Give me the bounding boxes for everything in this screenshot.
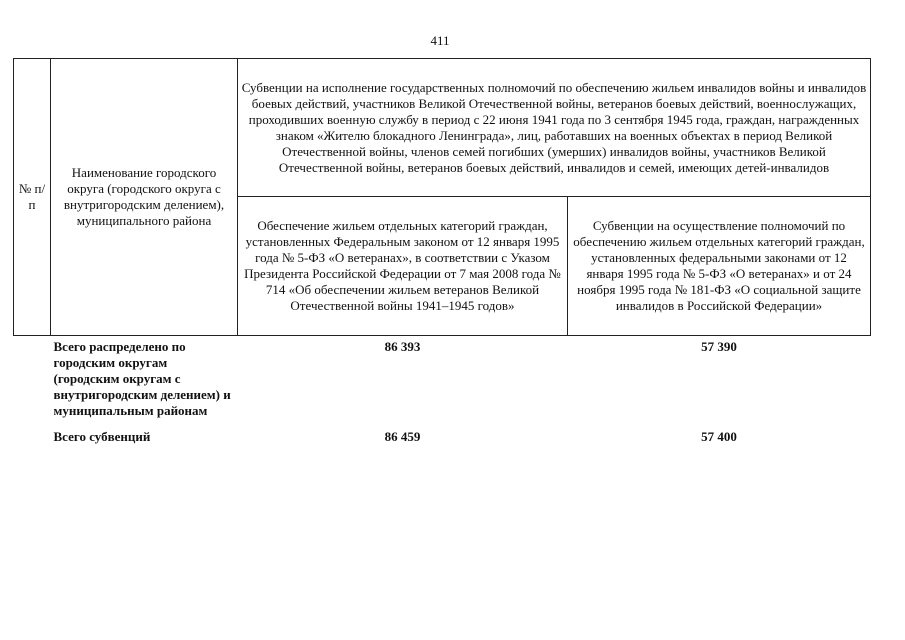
table-row [14, 336, 871, 420]
table-row [14, 419, 871, 445]
row-value-col1: 86 393 [384, 339, 421, 354]
header-number-cell: № п/п [14, 59, 51, 336]
row-label: Всего распределено по городским округам (городским округам с внутригородским делением) и муниципальным районам [53, 339, 231, 418]
row-label: Всего субвенций [53, 429, 151, 444]
row-number-cell [14, 336, 51, 420]
header-column-federal-laws: Субвенции на осуществление полномочий по обеспечению жильем отдельных категорий граждан, установленных федеральными законами от 12 января 1995 года № 5-ФЗ «О ветеранах» и от 24 ноября 1995 года № 181-ФЗ «О социальной защите инвалидов в Российской Федерации» [568, 197, 871, 336]
row-value-col2: 57 390 [701, 339, 737, 354]
page-number: 411 [430, 33, 450, 48]
row-value-col1: 86 459 [384, 429, 421, 444]
row-value-col2: 57 400 [701, 429, 737, 444]
header-column-housing-decree: Обеспечение жильем отдельных категорий граждан, установленных Федеральным законом от 12 января 1995 года № 5-ФЗ «О ветеранах», в соответствии с Указом Президента Российской Федерации от 7 мая 2008 года № 714 «Об обеспечении жильем ветеранов Великой Отечественной войны 1941–1945 годов» [238, 197, 568, 336]
header-name-cell: Наименование городского округа (городского округа с внутригородским делением), муниципального района [51, 59, 238, 336]
header-subvention-title: Субвенции на исполнение государственных полномочий по обеспечению жильем инвалидов войны и инвалидов боевых действий, участников Великой Отечественной войны, ветеранов боевых действий, военнослужащих, проходивших военную службу в период с 22 июня 1941 года по 3 сентября 1945 года, граждан, награжденных знаком «Жителю блокадного Ленинграда», лиц, работавших на военных объектах в период Великой Отечественной войны, членов семей погибших (умерших) инвалидов войны, участников Великой Отечественной войны, ветеранов боевых действий, инвалидов и семей, имеющих детей-инвалидов [238, 59, 871, 197]
row-number-cell [14, 419, 51, 445]
subventions-table [13, 58, 871, 445]
